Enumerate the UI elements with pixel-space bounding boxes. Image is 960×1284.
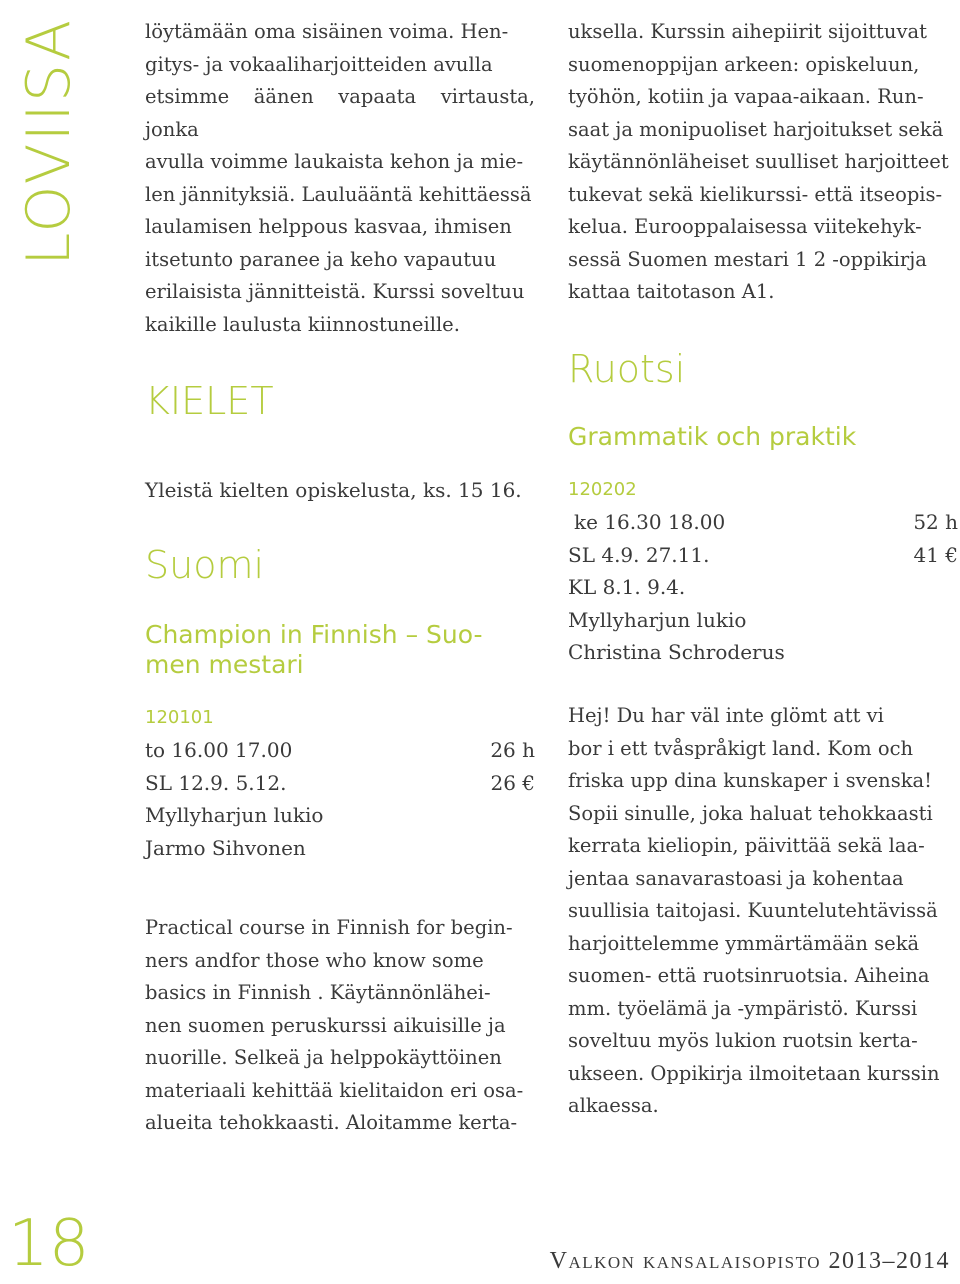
left-column: [145, 16, 535, 1134]
text-line: nen suomen peruskurssi aikuisille ja: [145, 1013, 506, 1037]
text-line: käytännönläheiset suulliset harjoitteet: [568, 150, 949, 173]
schedule-row: [145, 734, 535, 767]
text-line: ners andfor those who know some: [145, 948, 484, 972]
schedule-dates: KL 8.1. 9.4.: [568, 575, 686, 599]
text-line: suullisia taitojasi. Kuuntelutehtävissä: [568, 899, 938, 922]
language-heading: Ruotsi: [568, 347, 686, 391]
text-line: löytämään oma sisäinen voima. Hen-: [145, 20, 509, 43]
left-intro-paragraph: [145, 16, 535, 341]
section-title: KIELET: [145, 379, 274, 423]
text-line: Sopii sinulle, joka haluat tehokkaasti: [568, 801, 933, 825]
side-title: [6, 8, 86, 268]
text-line: kaikille laulusta kiinnostuneille.: [145, 312, 460, 336]
text-line: saat ja monipuoliset harjoitukset sekä: [568, 117, 944, 141]
course-title-line: Champion in Finnish – Suo-: [145, 620, 483, 649]
course-location: Myllyharjun lukio: [568, 607, 747, 632]
text-line: sessä Suomen mestari 1 2 -oppikirja: [568, 247, 927, 271]
text-line: gitys- ja vokaaliharjoitteiden avulla: [145, 52, 493, 76]
schedule-price: 41 €: [913, 542, 958, 567]
text-line: soveltuu myös lukion ruotsin kerta-: [568, 1029, 918, 1052]
text-line: friska upp dina kunskaper i svenska!: [568, 769, 933, 792]
text-line: suomen- että ruotsinruotsia. Aiheina: [568, 964, 930, 987]
text-line: alkaessa.: [568, 1094, 659, 1117]
language-heading: Suomi: [145, 543, 265, 587]
text-line: Practical course in Finnish for begin-: [145, 916, 513, 939]
page-number: 18: [8, 1207, 90, 1281]
course-teacher: Jarmo Sihvonen: [145, 835, 306, 860]
text-line: kerrata kieliopin, päivittää sekä laa-: [568, 834, 925, 857]
course-code: 120101: [145, 707, 214, 728]
text-line: materiaali kehittää kielitaidon eri osa-: [145, 1078, 524, 1102]
text-line: nuorille. Selkeä ja helppokäyttöinen: [145, 1046, 502, 1069]
schedule-price: 26 €: [490, 770, 535, 795]
course-location: Myllyharjun lukio: [145, 803, 324, 827]
text-line: itsetunto paranee ja keho vapautuu: [145, 247, 497, 271]
text-line: ukseen. Oppikirja ilmoitetaan kurssin: [568, 1061, 940, 1085]
schedule-time: ke 16.30 18.00: [574, 510, 726, 534]
schedule-hours: 52 h: [913, 510, 958, 534]
schedule-row: [145, 767, 535, 800]
text-line: kelua. Eurooppalaisessa viitekehyk-: [568, 215, 922, 238]
schedule-row: [568, 539, 958, 572]
left-description-paragraph: [145, 912, 535, 1140]
course-info: [145, 706, 535, 864]
text-line: basics in Finnish . Käytännönlähei-: [145, 981, 491, 1004]
text-line: työhön, kotiin ja vapaa-aikaan. Run-: [568, 85, 924, 108]
course-code: 120202: [568, 479, 637, 500]
text-line: Hej! Du har väl inte glömt att vi: [568, 704, 884, 727]
text-line: erilaisista jännitteistä. Kurssi soveltuu: [145, 280, 525, 303]
text-line: kattaa taitotason A1.: [568, 280, 775, 303]
schedule-dates: SL 4.9. 27.11.: [568, 542, 710, 567]
text-line: uksella. Kurssin aihepiirit sijoittuvat: [568, 20, 927, 43]
schedule-time: to 16.00 17.00: [145, 738, 293, 762]
text-line: suomenoppijan arkeen: opiskeluun,: [568, 52, 920, 76]
right-column: [568, 16, 958, 1117]
text-line: laulamisen helppous kasvaa, ihmisen: [145, 215, 512, 238]
right-intro-paragraph: [568, 16, 958, 309]
text-line: bor i ett tvåspråkigt land. Kom och: [568, 736, 914, 760]
schedule-row: [568, 571, 958, 604]
schedule-row: [568, 506, 958, 539]
text-line: jentaa sanavarastoasi ja kohentaa: [568, 866, 904, 890]
course-title: [145, 620, 483, 680]
course-title-line: men mestari: [145, 650, 304, 679]
text-line: alueita tehokkaasti. Aloitamme kerta-: [145, 1111, 518, 1134]
course-info: [568, 478, 958, 669]
general-note: Yleistä kielten opiskelusta, ks. 15 16.: [145, 478, 522, 502]
text-line: avulla voimme laukaista kehon ja mie-: [145, 150, 524, 173]
text-line: harjoittelemme ymmärtämään sekä: [568, 931, 920, 955]
schedule-dates: SL 12.9. 5.12.: [145, 770, 287, 795]
right-description-paragraph: [568, 700, 958, 1123]
text-line: etsimme äänen vapaata virtausta, jonka: [145, 85, 535, 141]
text-line: mm. työelämä ja -ympäristö. Kurssi: [568, 996, 918, 1020]
footer-publication: Valkon kansalaisopisto 2013–2014: [549, 1248, 950, 1274]
course-teacher: Christina Schroderus: [568, 640, 785, 664]
schedule-hours: 26 h: [490, 738, 535, 762]
location-title: LOVIISA: [14, 17, 84, 266]
text-line: len jännityksiä. Lauluääntä kehittäessä: [145, 182, 532, 206]
text-line: tukevat sekä kielikurssi- että itseopis-: [568, 182, 943, 206]
course-title: Grammatik och praktik: [568, 422, 857, 451]
